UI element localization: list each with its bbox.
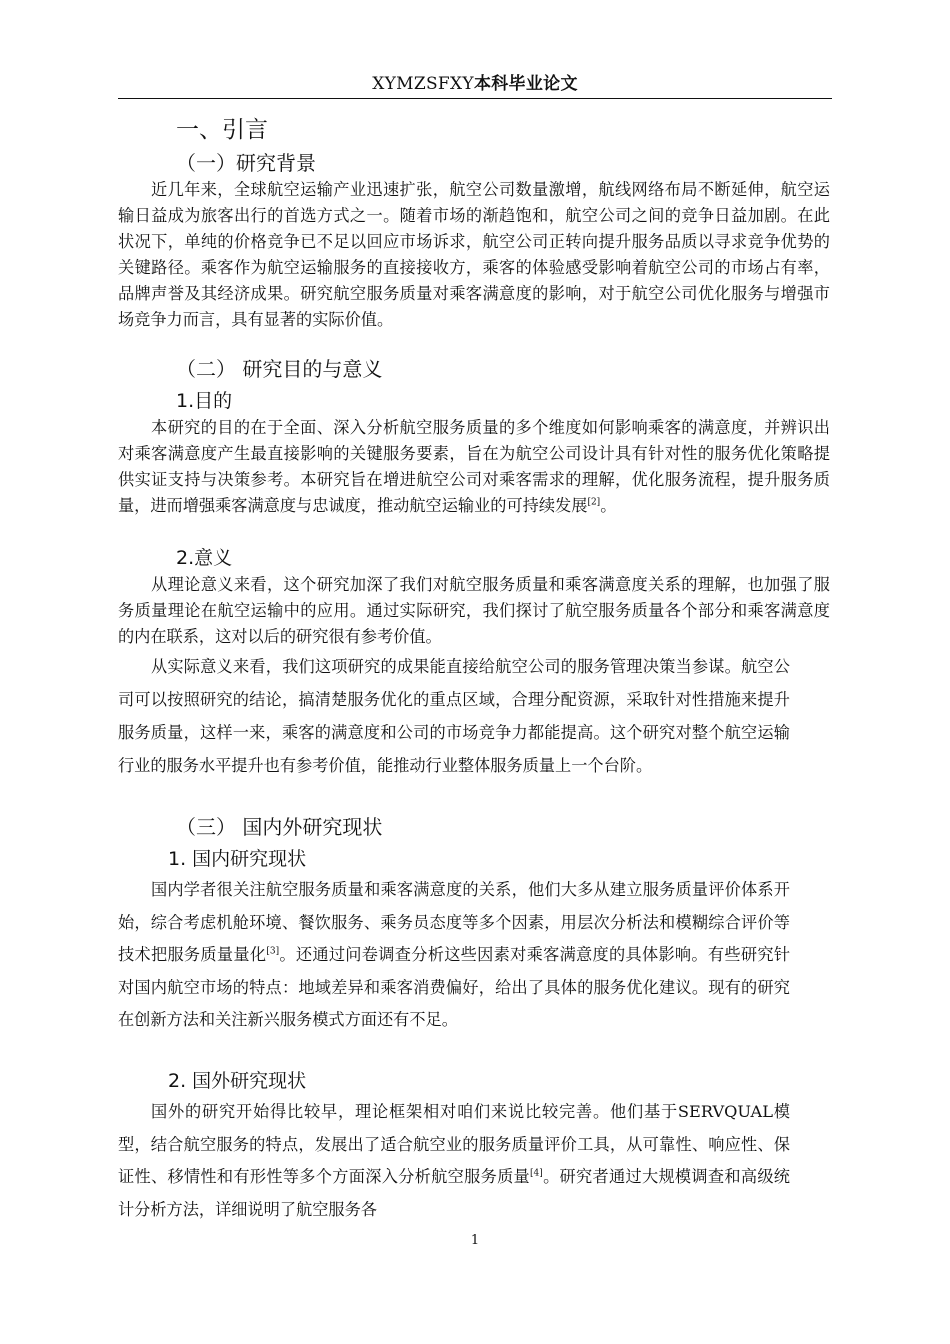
header-rule (118, 98, 832, 99)
page-number: 1 (470, 1233, 480, 1248)
paragraph-foreign (118, 1096, 790, 1226)
citation-2: [2] (587, 497, 601, 508)
citation-3: [3] (266, 946, 280, 957)
paragraph-theoretical-significance: 从理论意义来看，这个研究加深了我们对航空服务质量和乘客满意度关系的理解，也加强了服务质量理论在航空运输中的应用。通过实际研究，我们探讨了航空服务质量各个部分和乘客满意度的内在联系，这对以后的研究很有参考价值。 (118, 575, 830, 646)
running-header (118, 72, 832, 96)
citation-4: [4] (530, 1168, 543, 1179)
item-heading-significance: 2.意义 (176, 547, 233, 569)
foreign-text: 国外的研究开始得比较早，理论框架相对咱们来说比较完善。他们基于SERVQUAL模型，结合航空服务的特点，发展出了适合航空业的服务质量评价工具，从可靠性、响应性、保证性、移情性和有形性等多个方面深入分析航空服务质量 (118, 1102, 790, 1186)
paragraph-background: 近几年来，全球航空运输产业迅速扩张，航空公司数量激增，航线网络布局不断延伸，航空运输日益成为旅客出行的首选方式之一。随着市场的渐趋饱和，航空公司之间的竞争日益加剧。在此状况下，单纯的价格竞争已不足以回应市场诉求，航空公司正转向提升服务品质以寻求竞争优势的关键路径。乘客作为航空运输服务的直接接收方，乘客的体验感受影响着航空公司的市场占有率，品牌声誉及其经济成果。研究航空服务质量对乘客满意度的影响，对于航空公司优化服务与增强市场竞争力而言，具有显著的实际价值。 (118, 180, 830, 329)
subsection-heading-purpose-significance: （二） 研究目的与意义 (176, 357, 383, 381)
purpose-text: 本研究的目的在于全面、深入分析航空服务质量的多个维度如何影响乘客的满意度，并辨识出对乘客满意度产生最直接影响的关键服务要素，旨在为航空公司设计具有针对性的服务优化策略提供实证支持与决策参考。本研究旨在增进航空公司对乘客需求的理解，优化服务流程，提升服务质量，进而增强乘客满意度与忠诚度，推动航空运输业的可持续发展 (118, 418, 830, 515)
item-heading-purpose: 1.目的 (176, 390, 233, 412)
header-suffix: 本科毕业论文 (473, 74, 578, 94)
paragraph-practical-significance: 从实际意义来看，我们这项研究的成果能直接给航空公司的服务管理决策当参谋。航空公司可以按照研究的结论，搞清楚服务优化的重点区域，合理分配资源，采取针对性措施来提升服务质量，这样一来，乘客的满意度和公司的市场竞争力都能提高。这个研究对整个航空运输行业的服务水平提升也有参考价值，能推动行业整体服务质量上一个台阶。 (118, 657, 790, 775)
paragraph-domestic (118, 874, 790, 1037)
domestic-text: 国内学者很关注航空服务质量和乘客满意度的关系，他们大多从建立服务质量评价体系开始，综合考虑机舱环境、餐饮服务、乘务员态度等多个因素，用层次分析法和模糊综合评价等技术把服务质量量化 (118, 880, 790, 964)
domestic-text-end: 。还通过问卷调查分析这些因素对乘客满意度的具体影响。有些研究针对国内航空市场的特点：地域差异和乘客消费偏好，给出了具体的服务优化建议。现有的研究在创新方法和关注新兴服务模式方面还有不足。 (118, 945, 791, 1029)
subsection-heading-background: （一）研究背景 (176, 151, 316, 175)
paragraph-purpose (118, 415, 830, 519)
foreign-text-end: 。研究者通过大规模调查和高级统计分析方法，详细说明了航空服务各 (118, 1167, 790, 1219)
purpose-text-end: 。 (600, 496, 617, 515)
item-heading-foreign: 2. 国外研究现状 (168, 1070, 307, 1092)
subsection-heading-research-status: （三） 国内外研究现状 (176, 815, 383, 839)
item-heading-domestic: 1. 国内研究现状 (168, 848, 307, 870)
section-heading-introduction: 一、引言 (176, 117, 268, 143)
header-prefix: XYMZSFXY (372, 74, 474, 94)
